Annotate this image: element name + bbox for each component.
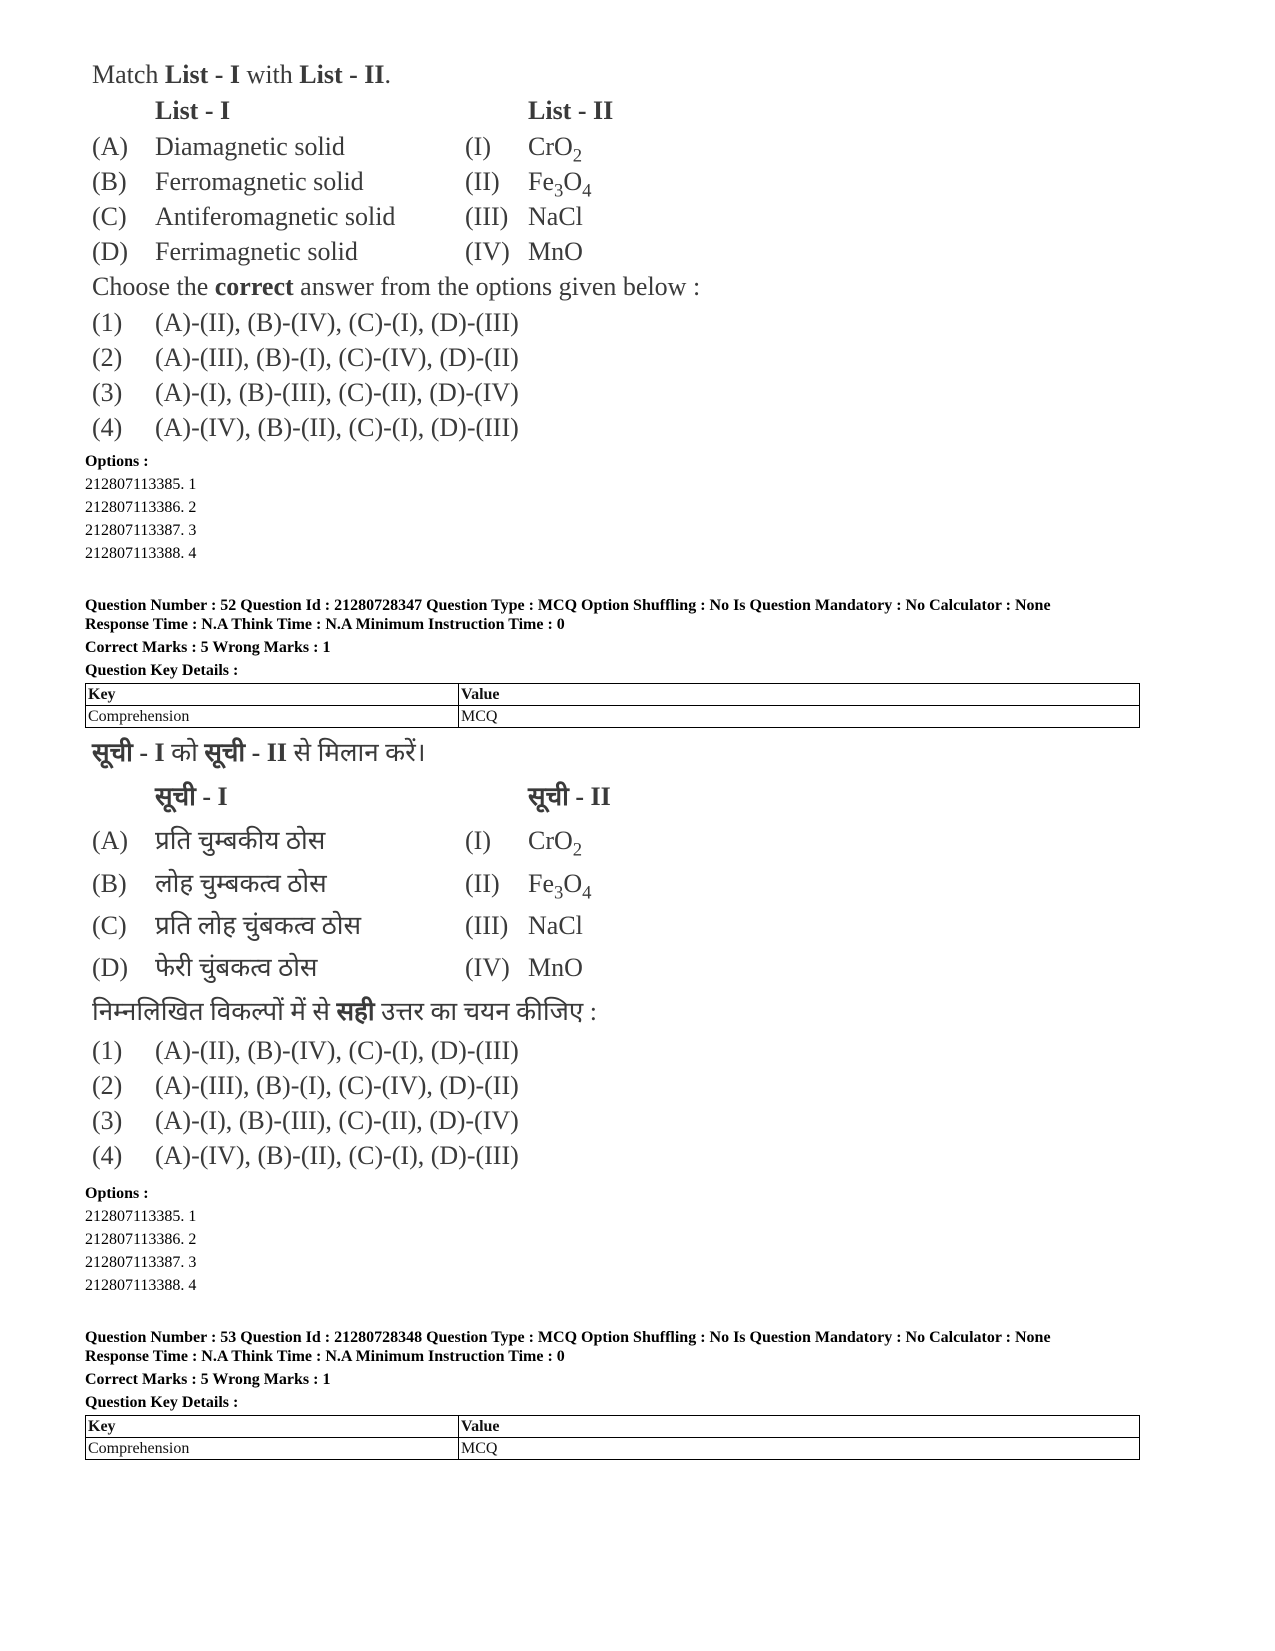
marks-line: Correct Marks : 5 Wrong Marks : 1 bbox=[85, 639, 331, 656]
row-letter: (D) bbox=[92, 237, 129, 266]
row-roman: (II) bbox=[465, 167, 500, 196]
table-header-key: Key bbox=[86, 684, 459, 706]
row-roman: (III) bbox=[465, 911, 509, 940]
row-item: फेरी चुंबकत्व ठोस bbox=[155, 953, 318, 982]
row-letter: (C) bbox=[92, 202, 127, 231]
row-letter: (C) bbox=[92, 911, 127, 940]
option-id: 212807113385. 1 bbox=[85, 1208, 197, 1225]
question-52-content: सूची - I को सूची - II से मिलान करें। सूची - I सूची - II (A) प्रति चुम्बकीय ठोस (I) CrO$_2$ (B) लोह चुम्बकत्व ठोस (II) $Fe_3O_4$ (C) प्रति लोह चुंबकत्व ठोस (III) NaCl (D) फेरी चुंबकत्व ठोस (IV) MnO निम्नलिखित विकल्पों में से सही उत्तर का चयन कीजिए : (1) (A)-(II), (B)-(IV), (C)-(I), (D)-(III) (2) (A)-(III), (B)-(I), (C)-(IV), (D)-(II) (3) (A)-(I), (B)-(III), (C)-(II), (D)-(IV) (4) (A)-(IV), (B)-(II), (C)-(I), (D)-(III) bbox=[92, 738, 611, 1170]
table-cell-value: MCQ bbox=[459, 706, 1140, 728]
row-letter: (A) bbox=[92, 826, 129, 855]
table-cell-key: Comprehension bbox=[86, 1438, 459, 1460]
row-item: प्रति चुम्बकीय ठोस bbox=[155, 826, 326, 855]
table-header-value: Value bbox=[459, 684, 1140, 706]
table-cell-key: Comprehension bbox=[86, 706, 459, 728]
list-2-header: सूची - II bbox=[528, 782, 611, 811]
table-row bbox=[86, 706, 1140, 728]
table-header-value: Value bbox=[459, 1416, 1140, 1438]
list-1-header: सूची - I bbox=[155, 782, 228, 811]
option-id: 212807113387. 3 bbox=[85, 522, 197, 539]
row-formula: NaCl bbox=[528, 911, 583, 940]
table-header-row bbox=[86, 684, 1140, 706]
options-label: Options : bbox=[85, 453, 149, 470]
question-key-table bbox=[85, 1415, 1140, 1460]
question-key-table bbox=[85, 683, 1140, 728]
question-intro: सूची - I को सूची - II से मिलान करें। bbox=[92, 738, 426, 767]
option-id: 212807113386. 2 bbox=[85, 1231, 197, 1248]
row-formula: MnO bbox=[528, 237, 583, 266]
question-intro: Match List - I with List - II. bbox=[92, 60, 392, 89]
row-item: प्रति लोह चुंबकत्व ठोस bbox=[155, 911, 362, 940]
marks-line: Correct Marks : 5 Wrong Marks : 1 bbox=[85, 1371, 331, 1388]
option-id: 212807113387. 3 bbox=[85, 1254, 197, 1271]
row-formula: NaCl bbox=[528, 202, 583, 231]
table-header-row bbox=[86, 1416, 1140, 1438]
row-item: Ferrimagnetic solid bbox=[155, 237, 358, 266]
question-meta-line: Question Number : 52 Question Id : 21280728347 Question Type : MCQ Option Shuffling : No Is Question Mandatory : No Calculator : None bbox=[85, 597, 1051, 614]
row-roman: (I) bbox=[465, 132, 491, 161]
key-details-label: Question Key Details : bbox=[85, 1394, 239, 1411]
question-meta-line: Response Time : N.A Think Time : N.A Minimum Instruction Time : 0 bbox=[85, 616, 565, 633]
row-roman: (II) bbox=[465, 869, 500, 898]
choose-instruction: निम्नलिखित विकल्पों में से सही उत्तर का चयन कीजिए : bbox=[92, 997, 598, 1026]
option-id: 212807113386. 2 bbox=[85, 499, 197, 516]
list-1-header: List - I bbox=[155, 96, 231, 125]
row-letter: (B) bbox=[92, 869, 127, 898]
row-item: Diamagnetic solid bbox=[155, 132, 345, 161]
options-label: Options : bbox=[85, 1185, 149, 1202]
option-id: 212807113385. 1 bbox=[85, 476, 197, 493]
row-formula: MnO bbox=[528, 953, 583, 982]
row-item: लोह चुम्बकत्व ठोस bbox=[155, 869, 327, 898]
table-cell-value: MCQ bbox=[459, 1438, 1140, 1460]
question-meta-line: Question Number : 53 Question Id : 21280728348 Question Type : MCQ Option Shuffling : No Is Question Mandatory : No Calculator : None bbox=[85, 1329, 1051, 1346]
row-formula: CrO$_2$ bbox=[528, 826, 583, 861]
table-row bbox=[86, 1438, 1140, 1460]
row-formula: $Fe_3O_4$ bbox=[528, 167, 592, 202]
question-meta-line: Response Time : N.A Think Time : N.A Minimum Instruction Time : 0 bbox=[85, 1348, 565, 1365]
row-roman: (IV) bbox=[465, 953, 510, 982]
row-roman: (III) bbox=[465, 202, 509, 231]
row-letter: (D) bbox=[92, 953, 129, 982]
row-item: Antiferomagnetic solid bbox=[155, 202, 396, 231]
option-id: 212807113388. 4 bbox=[85, 545, 197, 562]
row-formula: $Fe_3O_4$ bbox=[528, 869, 592, 904]
row-item: Ferromagnetic solid bbox=[155, 167, 364, 196]
row-roman: (IV) bbox=[465, 237, 510, 266]
key-details-label: Question Key Details : bbox=[85, 662, 239, 679]
row-letter: (B) bbox=[92, 167, 127, 196]
choose-instruction: Choose the correct answer from the options given below : bbox=[92, 272, 701, 301]
row-roman: (I) bbox=[465, 826, 491, 855]
option-id: 212807113388. 4 bbox=[85, 1277, 197, 1294]
list-2-header: List - II bbox=[528, 96, 614, 125]
table-header-key: Key bbox=[86, 1416, 459, 1438]
row-formula: CrO$_2$ bbox=[528, 132, 583, 167]
row-letter: (A) bbox=[92, 132, 129, 161]
question-51-content: Match List - I with List - II. List - I List - II (A) Diamagnetic solid (I) CrO$_2$ (B) Ferromagnetic solid (II) $Fe_3O_4$ (C) Antiferomagnetic solid (III) NaCl (D) Ferrimagnetic solid (IV) MnO Choose the correct answer from the options given below : (1) (A)-(II), (B)-(IV), (C)-(I), (D)-(III) (2) (A)-(III), (B)-(I), (C)-(IV), (D)-(II) (3) (A)-(I), (B)-(III), (C)-(II), (D)-(IV) (4) (A)-(IV), (B)-(II), (C)-(I), (D)-(III) bbox=[92, 60, 701, 442]
